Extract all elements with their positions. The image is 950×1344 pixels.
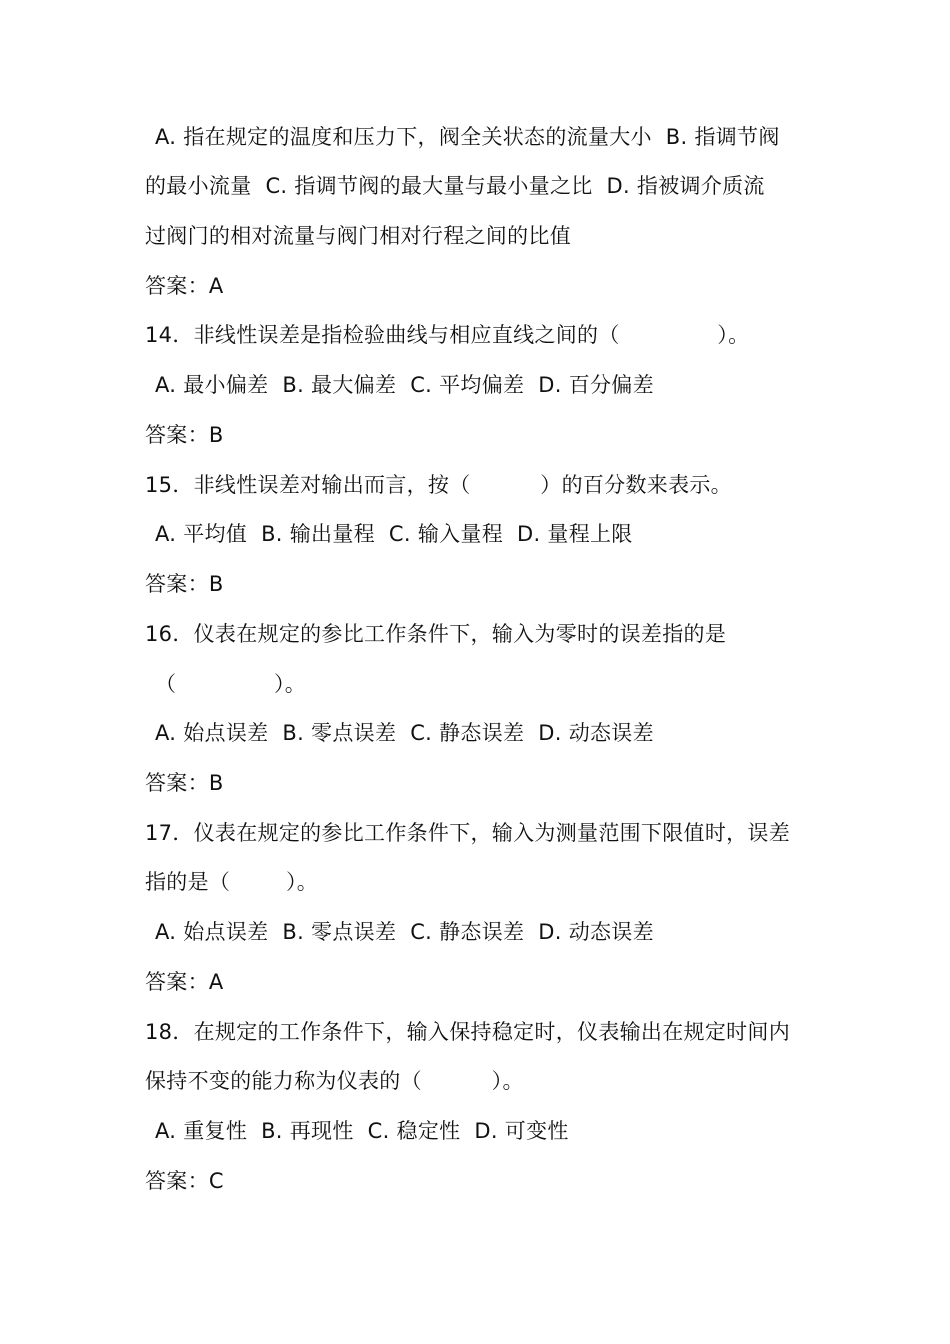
question-18-line2: 保持不变的能力称为仪表的（ ）。 <box>145 1069 524 1093</box>
answer-q13: 答案：A <box>145 274 224 298</box>
option-line-q13-part1: A. 指在规定的温度和压力下，阀全关状态的流量大小 B. 指调节阀 <box>155 125 780 149</box>
options-q16: A. 始点误差 B. 零点误差 C. 静态误差 D. 动态误差 <box>155 721 654 745</box>
answer-q15: 答案：B <box>145 572 224 596</box>
answer-q14: 答案：B <box>145 423 224 447</box>
question-18-line1: 18．在规定的工作条件下，输入保持稳定时，仪表输出在规定时间内 <box>145 1020 791 1044</box>
answer-q16: 答案：B <box>145 771 224 795</box>
question-15: 15．非线性误差对输出而言，按（ ）的百分数来表示。 <box>145 473 732 497</box>
question-14: 14．非线性误差是指检验曲线与相应直线之间的（ ）。 <box>145 323 750 347</box>
options-q17: A. 始点误差 B. 零点误差 C. 静态误差 D. 动态误差 <box>155 920 654 944</box>
question-17-line1: 17．仪表在规定的参比工作条件下，输入为测量范围下限值时，误差 <box>145 821 791 845</box>
question-17-line2: 指的是（ ）。 <box>145 870 319 894</box>
options-q15: A. 平均值 B. 输出量程 C. 输入量程 D. 量程上限 <box>155 522 633 546</box>
option-line-q13-part3: 过阀门的相对流量与阀门相对行程之间的比值 <box>145 224 571 248</box>
option-line-q13-part2: 的最小流量 C. 指调节阀的最大量与最小量之比 D. 指被调介质流 <box>145 174 765 198</box>
options-q18: A. 重复性 B. 再现性 C. 稳定性 D. 可变性 <box>155 1119 569 1143</box>
options-q14: A. 最小偏差 B. 最大偏差 C. 平均偏差 D. 百分偏差 <box>155 373 654 397</box>
answer-q18: 答案：C <box>145 1169 224 1193</box>
question-16-line1: 16．仪表在规定的参比工作条件下，输入为零时的误差指的是 <box>145 622 727 646</box>
answer-q17: 答案：A <box>145 970 224 994</box>
question-16-line2: （ ）。 <box>155 672 307 696</box>
